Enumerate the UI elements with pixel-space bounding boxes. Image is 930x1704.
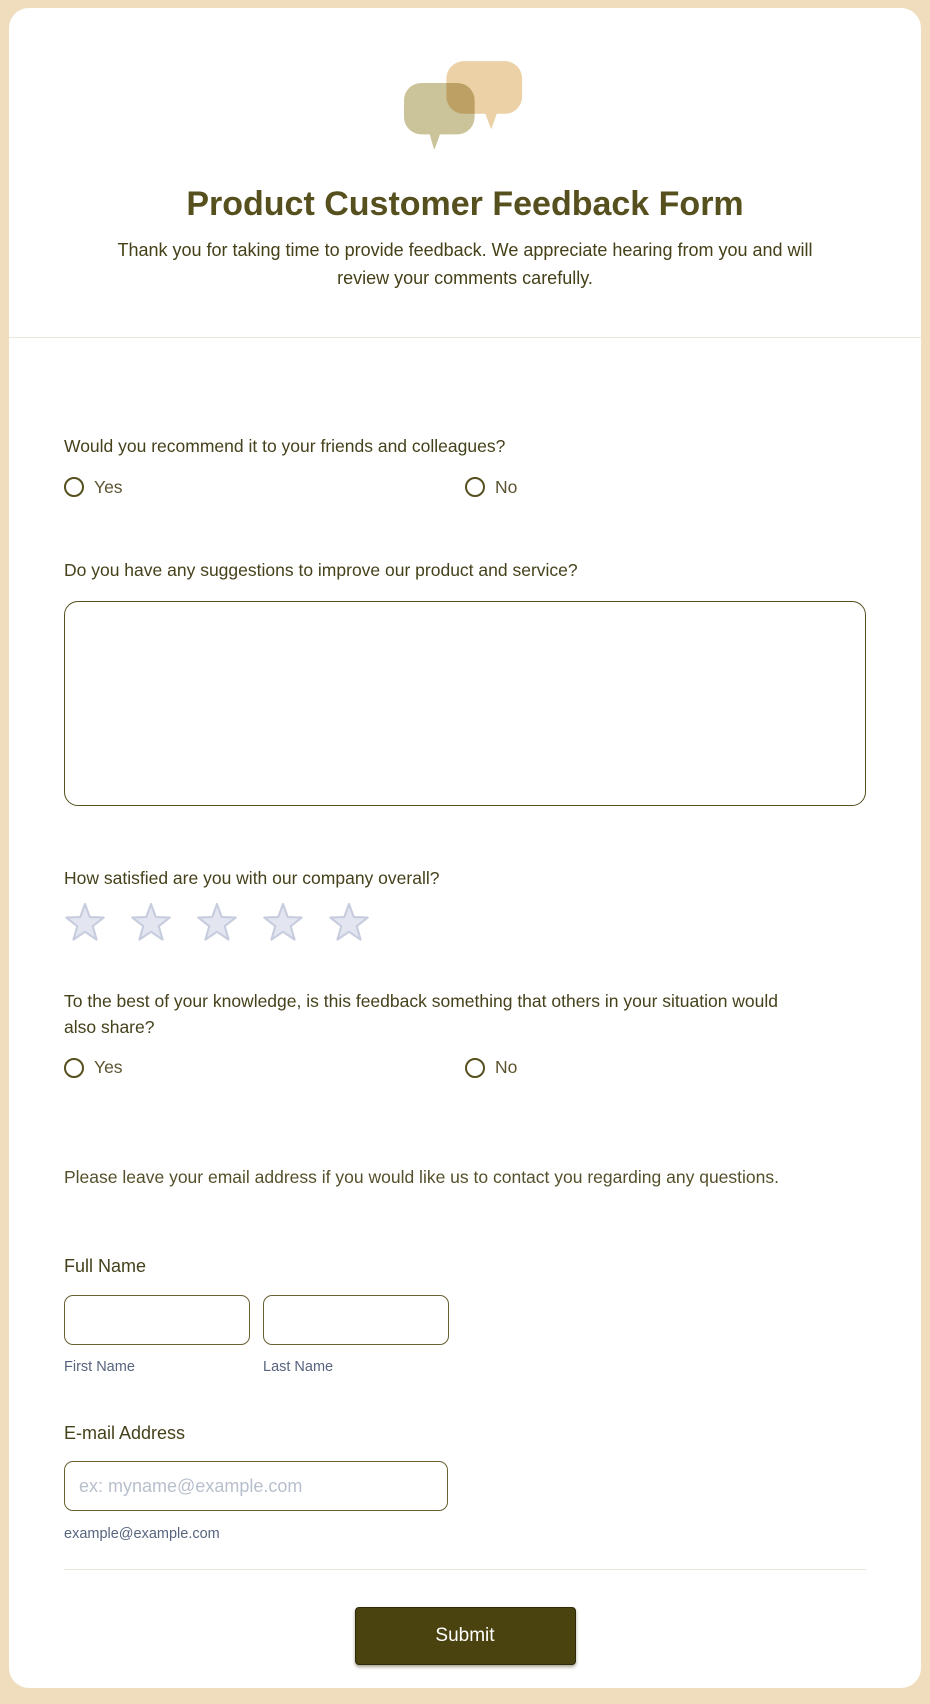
star-icon[interactable] [328, 902, 370, 944]
form-logo [9, 60, 921, 156]
last-name-input[interactable] [263, 1295, 449, 1345]
share-option-no[interactable] [465, 1057, 866, 1078]
full-name-field [64, 1256, 866, 1375]
email-label: E-mail Address [64, 1423, 186, 1444]
radio-button-icon[interactable] [465, 477, 485, 497]
email-input[interactable] [64, 1461, 448, 1511]
radio-button-icon[interactable] [64, 1058, 84, 1078]
radio-button-icon[interactable] [64, 477, 84, 497]
question-share-label: To the best of your knowledge, is this feedback something that others in your situation would also share? [64, 991, 779, 1037]
question-suggestions [64, 558, 866, 811]
recommend-yes-label: Yes [94, 476, 123, 497]
email-helper-text: example@example.com [64, 1526, 220, 1543]
last-name-sublabel: Last Name [263, 1359, 334, 1376]
name-inputs-row [64, 1295, 866, 1345]
submit-section [64, 1569, 866, 1665]
question-suggestions-label: Do you have any suggestions to improve our product and service? [64, 559, 578, 580]
question-satisfaction-label: How satisfied are you with our company overall? [64, 867, 440, 888]
recommend-option-no[interactable] [465, 477, 866, 498]
star-icon[interactable] [196, 902, 238, 944]
recommend-option-yes[interactable] [64, 477, 465, 498]
speech-bubbles-icon [404, 60, 526, 156]
header-divider [9, 337, 921, 338]
contact-note-text: Please leave your email address if you would like us to contact you regarding any questions. [64, 1167, 779, 1188]
first-name-sublabel: First Name [64, 1359, 135, 1376]
full-name-label: Full Name [64, 1256, 147, 1277]
page-title: Product Customer Feedback Form [186, 185, 744, 223]
share-yes-label: Yes [94, 1057, 123, 1078]
form-card [9, 8, 921, 1688]
suggestions-textarea[interactable] [64, 601, 866, 806]
star-icon[interactable] [64, 902, 106, 944]
question-recommend-label: Would you recommend it to your friends and colleagues? [64, 436, 506, 457]
first-name-input[interactable] [64, 1295, 250, 1345]
star-icon[interactable] [262, 902, 304, 944]
submit-button[interactable]: Submit [355, 1607, 576, 1665]
name-sublabels-row [64, 1359, 866, 1375]
star-icon[interactable] [130, 902, 172, 944]
email-field-block [64, 1423, 866, 1542]
form-body [9, 346, 921, 1665]
contact-note [64, 1165, 866, 1190]
question-share [64, 989, 866, 1078]
radio-button-icon[interactable] [465, 1058, 485, 1078]
star-rating [64, 902, 866, 944]
recommend-radio-group [64, 477, 866, 498]
page-subtitle: Thank you for taking time to provide feedback. We appreciate hearing from you and will review your comments carefully. [117, 240, 813, 289]
form-header [9, 8, 921, 338]
recommend-no-label: No [495, 476, 518, 497]
share-radio-group [64, 1057, 866, 1078]
share-no-label: No [495, 1057, 518, 1078]
question-recommend [64, 434, 866, 497]
share-option-yes[interactable] [64, 1057, 465, 1078]
question-satisfaction [64, 866, 866, 944]
